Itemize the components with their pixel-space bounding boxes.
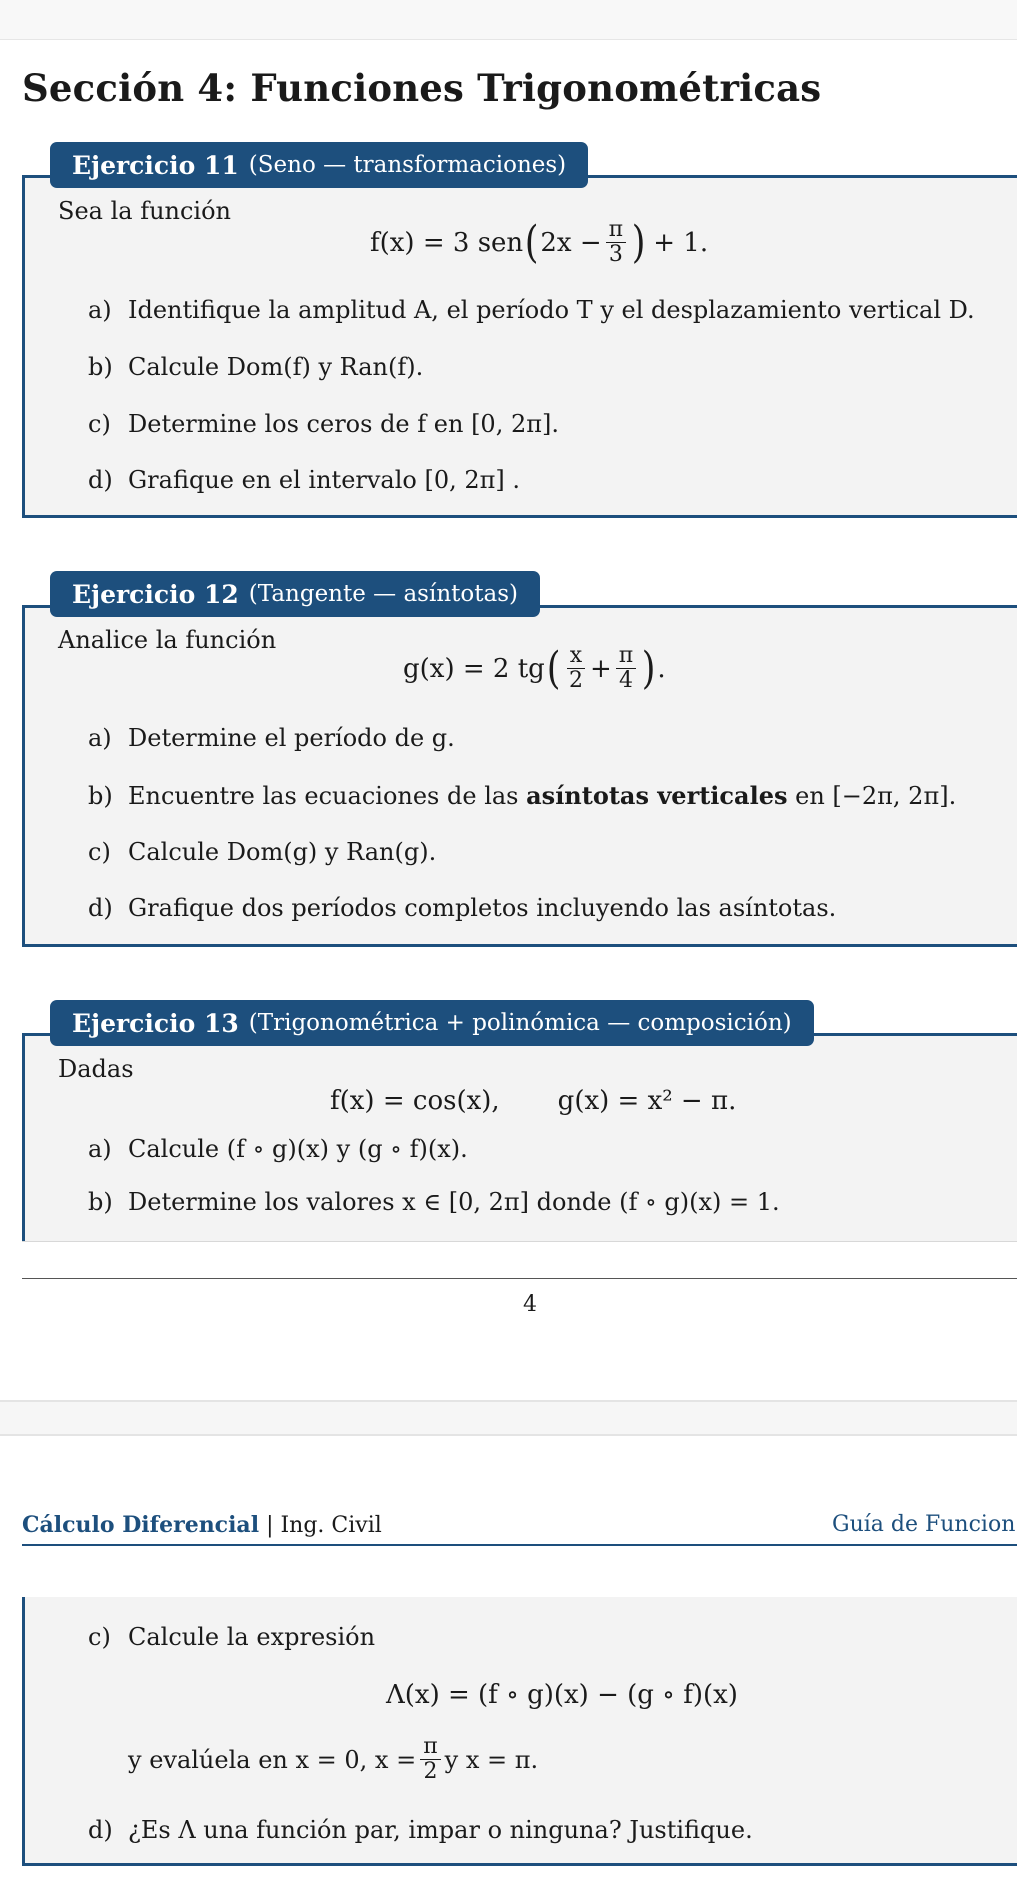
top-strip — [0, 0, 1017, 40]
exercise-11-intro: Sea la función — [58, 197, 232, 225]
exercise-13-intro: Dadas — [58, 1055, 134, 1083]
exercise-13-item-a: a) Calcule (f ∘ g)(x) y (g ∘ f)(x). — [88, 1135, 468, 1163]
formula-tail: . — [657, 653, 666, 684]
formula-inner: 2x − — [540, 227, 602, 258]
exercise-13-subtitle: (Trigonométrica + polinómica — composición) — [248, 1010, 792, 1036]
exercise-12-item-c: c) Calcule Dom(g) y Ran(g). — [88, 838, 437, 866]
frac-denominator: 2 — [568, 668, 583, 694]
frac-denominator: 2 — [423, 1759, 438, 1785]
fraction-x-2 — [566, 644, 586, 693]
frac-numerator: x — [567, 644, 585, 669]
formula-lhs: f(x) = 3 sen — [370, 227, 524, 258]
formula-lhs: g(x) = 2 tg — [403, 653, 545, 684]
paren-close: ) — [631, 216, 646, 268]
fraction-pi-3 — [606, 218, 626, 267]
exercise-11-item-c: c) Determine los ceros de f en [0, 2π]. — [88, 410, 559, 438]
frac-numerator: π — [616, 644, 636, 669]
course-name: Cálculo Diferencial — [22, 1512, 260, 1538]
page-number: 4 — [523, 1292, 537, 1317]
running-header-left — [22, 1512, 382, 1538]
frac-numerator: π — [420, 1735, 440, 1760]
exercise-11-item-a: a) Identifique la amplitud A, el período T y el desplazamiento vertical D. — [88, 296, 975, 324]
evaluation-line — [128, 1735, 538, 1784]
exercise-12-item-b: b) Encuentre las ecuaciones de las asíntotas verticales en [−2π, 2π]. — [88, 781, 957, 810]
lambda-formula: Λ(x) = (f ∘ g)(x) − (g ∘ f)(x) — [386, 1680, 738, 1710]
running-header-right: Guía de Funcion — [832, 1512, 1016, 1537]
formula-tail: + 1. — [653, 227, 709, 258]
exercise-12-name: Ejercicio 12 — [72, 579, 239, 609]
exercise-11-tab — [50, 142, 588, 188]
exercise-12-tab — [50, 571, 540, 617]
exercise-11-subtitle: (Seno — transformaciones) — [248, 152, 567, 178]
exercise-13-formula — [330, 1086, 736, 1116]
exercise-11-name: Ejercicio 11 — [72, 150, 239, 180]
formula-g: g(x) = x² − π. — [557, 1086, 737, 1116]
frac-denominator: 3 — [608, 242, 623, 268]
footer-rule — [22, 1278, 1017, 1279]
header-rule — [22, 1544, 1017, 1546]
section-title: Sección 4: Funciones Trigonométricas — [22, 66, 822, 110]
formula-f: f(x) = cos(x), — [330, 1086, 500, 1116]
frac-denominator: 4 — [619, 668, 634, 694]
exercise-13-item-b: b) Determine los valores x ∈ [0, 2π] donde (f ∘ g)(x) = 1. — [88, 1188, 780, 1216]
exercise-13-item-c: c) Calcule la expresión — [88, 1623, 376, 1651]
box-bottom-edge — [22, 1241, 1017, 1242]
eval-after: y x = π. — [444, 1745, 539, 1774]
exercise-12-intro: Analice la función — [58, 626, 277, 654]
exercise-11-item-b: b) Calcule Dom(f) y Ran(f). — [88, 353, 424, 381]
header-separator: | — [266, 1513, 274, 1538]
frac-numerator: π — [606, 218, 626, 243]
exercise-12-item-a: a) Determine el período de g. — [88, 724, 455, 752]
page-gap — [0, 1400, 1017, 1436]
fraction-pi-2 — [420, 1735, 440, 1784]
exercise-11-item-d: d) Grafique en el intervalo [0, 2π] . — [88, 466, 521, 494]
exercise-13-item-d: d) ¿Es Λ una función par, impar o ninguna? Justifique. — [88, 1816, 753, 1844]
exercise-13-tab — [50, 1000, 814, 1046]
exercise-12-item-d: d) Grafique dos períodos completos incluyendo las asíntotas. — [88, 894, 837, 922]
exercise-13-name: Ejercicio 13 — [72, 1008, 239, 1038]
exercise-12-formula — [403, 644, 666, 693]
fraction-pi-4 — [616, 644, 636, 693]
paren-open: ( — [546, 642, 561, 694]
plus-sign: + — [589, 653, 612, 684]
paren-close: ) — [641, 642, 656, 694]
program-name: Ing. Civil — [280, 1513, 382, 1538]
eval-before: y evalúela en x = 0, x = — [128, 1745, 417, 1774]
exercise-12-subtitle: (Tangente — asíntotas) — [248, 581, 518, 607]
paren-open: ( — [524, 216, 539, 268]
exercise-11-formula — [370, 218, 708, 267]
